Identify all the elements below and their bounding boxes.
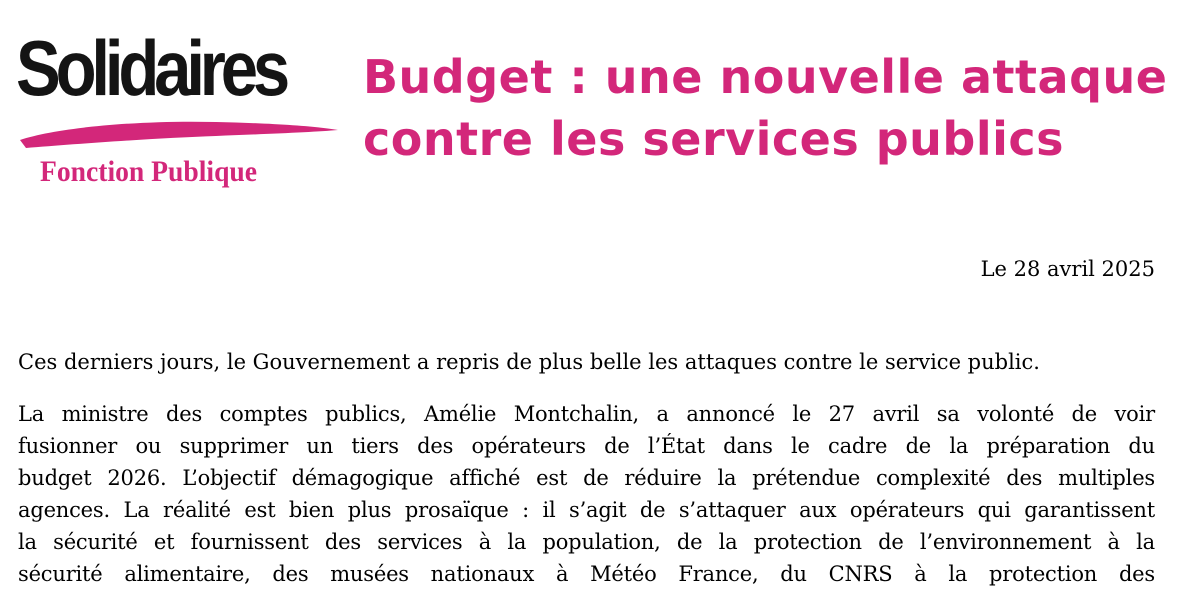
paragraph-2 [18, 398, 1155, 590]
document-date: Le 28 avril 2025 [980, 257, 1155, 281]
paragraph-1: Ces derniers jours, le Gouvernement a repris de plus belle les attaques contre le service public. [18, 350, 1040, 374]
page-title [363, 46, 1183, 170]
document-body [18, 346, 1155, 590]
paragraph-2-line: agences. La réalité est bien plus prosaïque : il s’agit de s’attaquer aux opérateurs qui garantissent [18, 498, 1155, 522]
paragraph-2-line: sécurité alimentaire, des musées nationaux à Météo France, du CNRS à la protection des [18, 562, 1155, 586]
logo-swoosh-icon [16, 114, 341, 154]
paragraph-2-line: la sécurité et fournissent des services à la population, de la protection de l’environnement à la [18, 530, 1155, 554]
paragraph-2-line: fusionner ou supprimer un tiers des opérateurs de l’État dans le cadre de la préparation du [18, 434, 1155, 458]
solidaires-logo [16, 24, 341, 188]
title-line-1: Budget : une nouvelle attaque [363, 50, 1168, 104]
paragraph-2-line: budget 2026. L’objectif démagogique affiché est de réduire la prétendue complexité des multiples [18, 466, 1155, 490]
title-line-2: contre les services publics [363, 112, 1065, 166]
paragraph-2-line: La ministre des comptes publics, Amélie Montchalin, a annoncé le 27 avril sa volonté de voir [18, 402, 1155, 426]
logo-subtitle: Fonction Publique [40, 155, 258, 188]
logo-wordmark: Solidaires [16, 24, 286, 112]
